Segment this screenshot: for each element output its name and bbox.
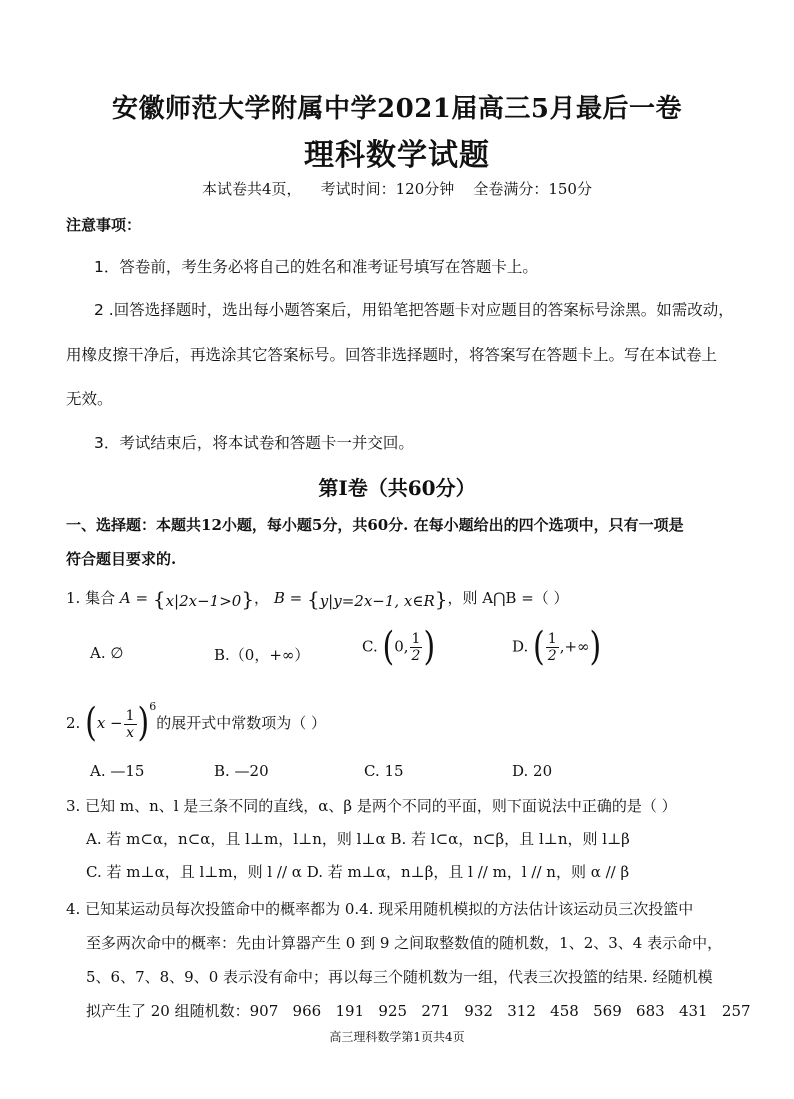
q2-option-a: A. —15	[90, 762, 145, 780]
notice-item-3: 3．考试结束后，将本试卷和答题卡一并交回。	[94, 434, 414, 452]
q1-option-d-frac	[546, 632, 559, 663]
q1-set-a: {x|2x−1>0}	[152, 587, 255, 611]
q2-expr-x: x −	[96, 714, 123, 732]
exam-title: 安徽师范大学附属中学2021届高三5月最后一卷	[112, 94, 682, 124]
part-title: 第Ⅰ卷（共60分）	[318, 476, 476, 500]
q1-option-a: A. ∅	[90, 644, 124, 662]
q3-options-ab: A. 若 m⊂α，n⊂α，且 l⊥m，l⊥n，则 l⊥α B. 若 l⊂α，n⊂β，且 l⊥n，则 l⊥β	[86, 830, 630, 848]
q1-option-c-left: 0,	[394, 637, 409, 656]
q1-option-c: C. (0, $\frac{1}{2}$ )	[362, 624, 436, 670]
q1-option-d-num: 1	[547, 631, 557, 647]
q2-expr-num: 1	[125, 707, 135, 724]
question-4-line-4: 拟产生了 20 组随机数：907 966 191 925 271 932 312 458 569 683 431 257	[86, 1002, 751, 1020]
q2-prefix: 2.	[66, 714, 81, 732]
q1-option-d-den: 2	[547, 648, 557, 664]
notice-item-1: 1．答卷前，考生务必将自己的姓名和准考证号填写在答题卡上。	[94, 258, 538, 276]
q2-exponent: 6	[149, 700, 157, 713]
q1-option-c-label: C.	[362, 637, 378, 656]
q2-option-b: B. —20	[214, 762, 269, 780]
notice-item-2-cont: 用橡皮擦干净后，再选涂其它答案标号。回答非选择题时，将答案写在答题卡上。写在本试卷上	[66, 346, 718, 364]
question-4-line-1: 4. 已知某运动员每次投篮命中的概率都为 0.4. 现采用随机模拟的方法估计该运动员三次投篮中	[66, 900, 694, 918]
question-3-stem: 3. 已知 m、n、l 是三条不同的直线，α、β 是两个不同的平面，则下面说法中正确的是（ ）	[66, 797, 677, 815]
notice-item-2: 2 .回答选择题时，选出每小题答案后，用铅笔把答题卡对应题目的答案标号涂黑。如需改动，	[94, 301, 734, 319]
q1-option-c-den: 2	[411, 648, 421, 664]
question-1-stem: 1. 集合 A = {x|2x−1>0}， B = {y|y=2x−1, x∈R}，则 A⋂B =（ ）	[66, 587, 569, 611]
q1-set-a-content: x|2x−1>0	[165, 592, 242, 610]
q1-set-a-name: A	[119, 589, 131, 607]
q1-option-c-frac	[410, 632, 423, 663]
notice-heading: 注意事项：	[66, 216, 142, 234]
section-instructions: 一、选择题：本题共12小题，每小题5分，共60分. 在每小题给出的四个选项中，只有一项是	[66, 516, 684, 534]
q1-set-b: {y|y=2x−1, x∈R}	[306, 587, 448, 611]
q1-suffix: ，则 A⋂B =（ ）	[447, 589, 569, 607]
q1-option-d: D. ( $\frac{1}{2}$ ,+∞)	[512, 624, 602, 670]
page-footer: 高三理科数学第1页共4页	[329, 1030, 465, 1044]
q1-option-d-right: ,+∞	[559, 637, 590, 656]
q2-expr-frac	[124, 709, 137, 740]
q1-option-b: B.（0，+∞）	[214, 646, 310, 664]
q2-expr-den: x	[126, 724, 135, 741]
question-4-line-2: 至多两次命中的概率：先由计算器产生 0 到 9 之间取整数值的随机数，1、2、3、4 表示命中，	[86, 934, 723, 952]
q2-suffix: 的展开式中常数项为（ ）	[156, 714, 327, 732]
exam-subtitle: 理科数学试题	[304, 138, 490, 173]
notice-item-2-end: 无效。	[66, 390, 113, 408]
q2-option-d: D. 20	[512, 762, 553, 780]
q1-option-d-label: D.	[512, 637, 529, 656]
q1-set-b-name: B	[273, 589, 285, 607]
q1-set-b-content: y|y=2x−1, x∈R	[319, 592, 435, 610]
exam-meta: 本试卷共4页， 考试时间：120分钟 全卷满分：150分	[202, 180, 592, 198]
q3-options-cd: C. 若 m⊥α，且 l⊥m，则 l // α D. 若 m⊥α，n⊥β，且 l // m，l // n，则 α // β	[86, 863, 630, 881]
q1-option-c-num: 1	[411, 631, 421, 647]
question-4-line-3: 5、6、7、8、9、0 表示没有命中；再以每三个随机数为一组，代表三次投篮的结果. 经随机模	[86, 968, 713, 986]
q1-prefix: 1. 集合	[66, 589, 116, 607]
section-instructions-cont: 符合题目要求的.	[66, 550, 177, 568]
q2-option-c: C. 15	[364, 762, 404, 780]
question-2-stem: 2. (x − $\frac{1}{x}$ )$^6$的展开式中常数项为（ ）	[66, 700, 327, 747]
